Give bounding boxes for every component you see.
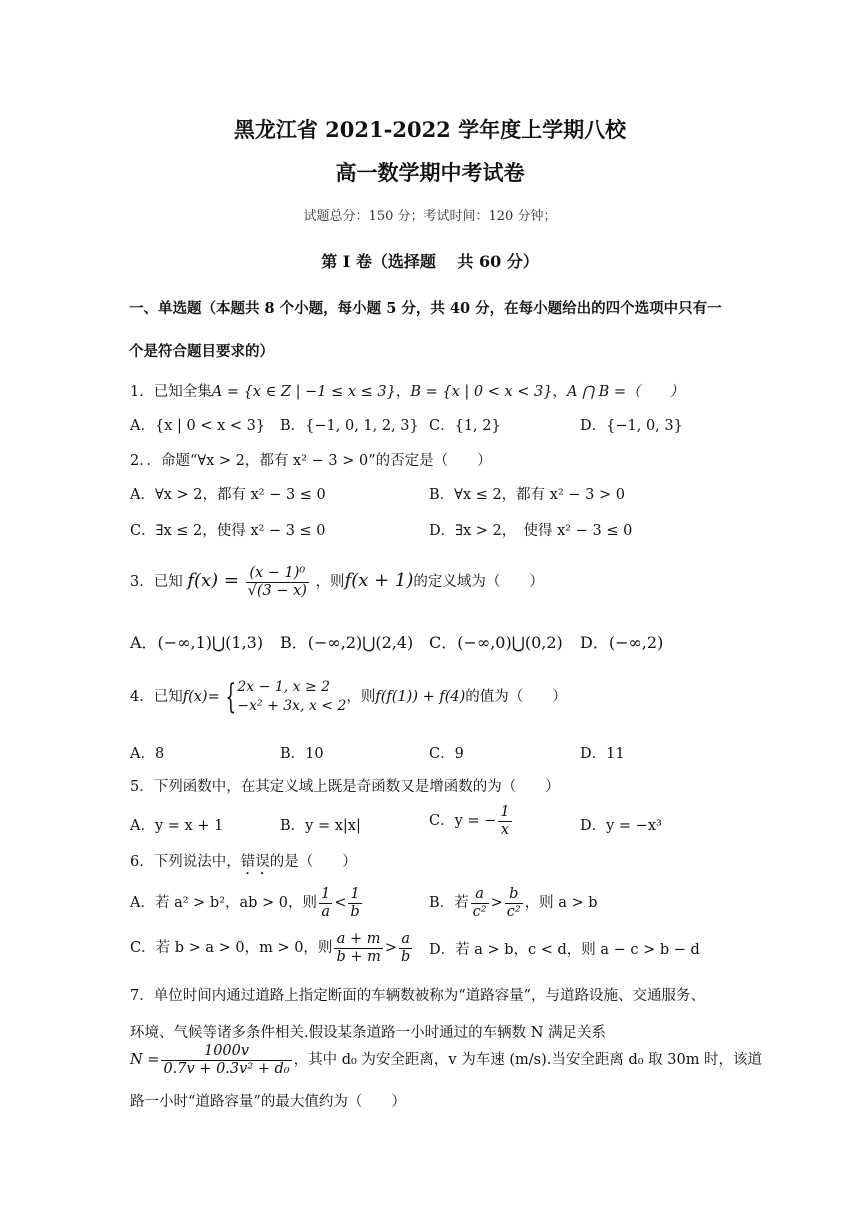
q5-option-d[interactable]: D．y = −x³ [580,818,662,834]
question-4-stem [130,678,567,716]
q6-stem-b: 的是（ ） [269,854,357,870]
q6-b-frac1 [471,886,489,920]
q6-c-f2-den: b [401,948,411,965]
q3-fx1: f(x + 1) [344,570,414,592]
q1-option-d[interactable]: D．{−1, 0, 3} [580,418,683,434]
q6-b-f1-num: a [471,886,489,904]
q5-option-c-fraction [498,804,511,838]
q5-option-c[interactable] [429,804,514,838]
q3-option-c[interactable]: C．(−∞,0)⋃(0,2) [429,633,563,652]
q6-b-prefix: B．若 [429,895,469,912]
q5-c-numerator: 1 [500,804,510,820]
q3-denominator: √(3 − x) [247,582,307,599]
q6-a-f2-den: b [350,903,360,920]
q1-option-b[interactable]: B．{−1, 0, 1, 2, 3} [280,418,419,434]
q3-option-a[interactable]: A．(−∞,1)⋃(1,3) [130,633,264,652]
q4-brace: { [225,676,236,717]
q4-expr: f(f(1)) + f(4) [375,688,466,705]
q1-option-a[interactable]: A．{x | 0 < x < 3} [130,418,266,434]
q6-option-c[interactable] [130,931,414,965]
q6-stem-a: 6．下列说法中， [130,854,241,870]
q5-option-a[interactable]: A．y = x + 1 [130,818,224,834]
q4-option-c[interactable]: C．9 [429,746,464,762]
q3-fx: f(x) = [187,570,240,592]
q6-a-frac2 [348,886,361,920]
q6-a-mid: < [334,895,347,912]
q2-option-c[interactable]: C．∃x ≤ 2，使得 x² − 3 ≤ 0 [130,523,326,539]
q6-b-mid: > [490,895,503,912]
q6-option-a[interactable] [130,886,364,920]
q3-prefix: 3．已知 [130,574,183,591]
q4-option-b[interactable]: B．10 [280,746,324,762]
q6-b-suffix: ，则 a > b [524,895,598,912]
q7-lhs: N = [130,1052,160,1069]
q3-suffix1: ，则 [315,574,345,591]
question-7-formula-line [130,1043,762,1077]
q6-a-frac1 [319,886,332,920]
q6-option-d[interactable]: D．若 a > b，c < d，则 a − c > b − d [429,942,700,958]
q3-option-b[interactable]: B．(−∞,2)⋃(2,4) [280,633,414,652]
q6-option-b[interactable] [429,886,598,920]
q6-a-f1-num: 1 [321,886,331,902]
q6-emphasis: 错误 [240,854,270,870]
q4-suffix2: 的值为（ ） [465,688,567,705]
q4-fx: f(x)= [182,688,220,705]
q4-prefix: 4．已知 [130,688,183,705]
q6-c-mid: > [384,940,397,957]
exam-title-line2: 高一数学期中考试卷 [335,160,525,185]
q6-a-f1-den: a [321,903,330,920]
q1-set-b: B = {x | 0 < x < 3} [410,384,553,400]
exam-info: 试题总分：150 分；考试时间：120 分钟； [303,209,557,224]
question-7-line2: 环境、气候等诸多条件相关.假设某条道路一小时通过的车辆数 N 满足关系 [130,1025,607,1041]
instructions-line1: 一、单选题（本题共 8 个小题，每小题 5 分，共 40 分，在每小题给出的四个选项中只有一 [129,300,722,317]
question-6-stem [130,853,357,878]
question-1-stem: 1．已知全集A = {x ∈ Z | −1 ≤ x ≤ 3}，B = {x | 0 < x < 3}，A ⋂ B =（ ） [130,384,684,400]
q6-b-frac2 [505,886,523,920]
q5-c-denominator: x [500,821,510,838]
q6-c-frac2 [399,931,412,965]
q1-option-c[interactable]: C．{1, 2} [429,418,501,434]
q7-numerator: 1000v [161,1043,291,1061]
question-3-stem [130,565,544,599]
question-7-line4: 路一小时“道路容量”的最大值约为（ ） [130,1094,406,1110]
q6-b-f2-num: b [505,886,523,904]
q4-option-d[interactable]: D．11 [580,746,625,762]
q6-c-f2-num: a [399,931,412,949]
q6-b-f2-den: c² [506,903,521,920]
q1-prefix: 1．已知全集 [130,384,212,400]
q6-c-f1-den: b + m [336,948,381,965]
q3-fraction [246,565,309,599]
section-heading: 第 I 卷（选择题 共 60 分） [321,252,539,271]
q2-option-a[interactable]: A．∀x > 2，都有 x² − 3 ≤ 0 [130,487,326,503]
q7-line3-rest: ，其中 d₀ 为安全距离，v 为车速 (m/s).当安全距离 d₀ 取 30m 时，该道 [293,1052,763,1069]
q4-case1: 2x − 1, x ≥ 2 [237,679,331,695]
q5-option-c-prefix: C．y = − [429,813,497,830]
q4-suffix1: ，则 [346,688,376,705]
q4-cases [237,678,346,716]
q6-b-f1-den: c² [472,903,487,920]
q3-suffix2: 的定义域为（ ） [413,574,544,591]
question-2-stem: 2．．命题“∀x > 2，都有 x² − 3 > 0”的否定是（ ） [130,453,492,469]
q7-fraction [161,1043,291,1077]
q6-c-f1-num: a + m [334,931,382,949]
q4-option-a[interactable]: A．8 [130,746,165,762]
q1-ask: A ⋂ B =（ ） [566,384,684,400]
q5-option-b[interactable]: B．y = x|x| [280,818,361,834]
q2-option-d[interactable]: D．∃x > 2， 使得 x² − 3 ≤ 0 [429,523,633,539]
q4-case2: −x² + 3x, x < 2 [237,697,347,714]
instructions-line2: 个是符合题目要求的） [129,343,274,360]
q3-option-d[interactable]: D．(−∞,2) [580,633,664,652]
q1-set-a: A = {x ∈ Z | −1 ≤ x ≤ 3} [211,384,396,400]
q6-a-prefix: A．若 a² > b²，ab > 0，则 [130,895,318,912]
q2-option-b[interactable]: B．∀x ≤ 2，都有 x² − 3 > 0 [429,487,625,503]
exam-title-line1: 黑龙江省 2021-2022 学年度上学期八校 [233,117,627,142]
question-5-stem: 5．下列函数中，在其定义域上既是奇函数又是增函数的为（ ） [130,779,560,795]
q7-denominator: 0.7v + 0.3v² + d₀ [163,1060,290,1077]
question-7-line1: 7．单位时间内通过道路上指定断面的车辆数被称为“道路容量”，与道路设施、交通服务、 [130,988,706,1004]
q6-c-frac1 [334,931,382,965]
q6-c-prefix: C．若 b > a > 0，m > 0，则 [130,940,333,957]
q6-a-f2-num: 1 [348,886,361,904]
q3-numerator: (x − 1)⁰ [246,565,309,583]
